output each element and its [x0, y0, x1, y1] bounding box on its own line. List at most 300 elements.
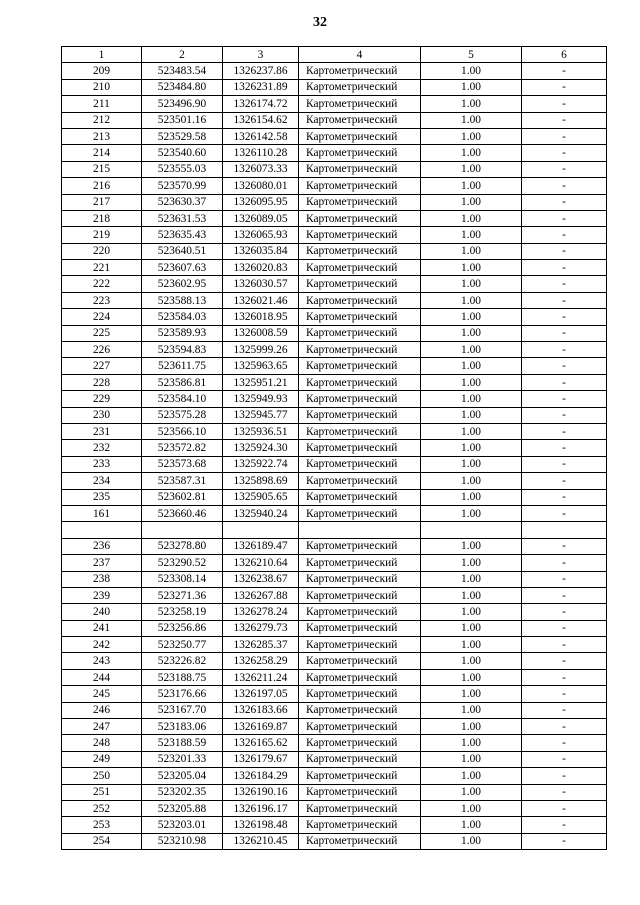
table-cell: - [522, 161, 607, 177]
table-cell: Картометрический [299, 440, 421, 456]
table-cell: Картометрический [299, 702, 421, 718]
table-cell: 523572.82 [142, 440, 223, 456]
table-row [62, 440, 607, 456]
table-cell: - [522, 784, 607, 800]
table-cell: - [522, 587, 607, 603]
table-cell: 1326258.29 [223, 653, 299, 669]
table-cell: 523594.83 [142, 342, 223, 358]
table-cell: 1326179.67 [223, 751, 299, 767]
table-cell: 210 [62, 79, 142, 95]
table-cell: 523570.99 [142, 178, 223, 194]
table-cell: 1325898.69 [223, 473, 299, 489]
table-cell: Картометрический [299, 620, 421, 636]
table-cell: 523501.16 [142, 112, 223, 128]
table-cell: 243 [62, 653, 142, 669]
coordinates-table [61, 46, 607, 850]
table-cell: 1.00 [421, 391, 522, 407]
table-row [62, 112, 607, 128]
table-row [62, 538, 607, 554]
table-cell: - [522, 145, 607, 161]
table-cell: 523167.70 [142, 702, 223, 718]
table-cell: - [522, 243, 607, 259]
table-cell: 1326018.95 [223, 309, 299, 325]
table-cell: 523496.90 [142, 96, 223, 112]
table-row [62, 505, 607, 521]
table-cell: 1325949.93 [223, 391, 299, 407]
table-cell: 229 [62, 391, 142, 407]
table-cell: - [522, 342, 607, 358]
table-cell: 1326065.93 [223, 227, 299, 243]
table-cell: 246 [62, 702, 142, 718]
table-row [62, 686, 607, 702]
table-cell: 1.00 [421, 227, 522, 243]
table-row [62, 833, 607, 849]
column-header: 4 [299, 47, 421, 63]
table-cell: 1.00 [421, 440, 522, 456]
table-cell: 212 [62, 112, 142, 128]
table-cell: 217 [62, 194, 142, 210]
table-row [62, 407, 607, 423]
column-header: 6 [522, 47, 607, 63]
table-row [62, 227, 607, 243]
table-cell: 1325905.65 [223, 489, 299, 505]
table-cell: - [522, 178, 607, 194]
table-cell: 224 [62, 309, 142, 325]
table-cell: 1325922.74 [223, 456, 299, 472]
table-cell: Картометрический [299, 112, 421, 128]
table-cell: 1.00 [421, 800, 522, 816]
table-cell: 214 [62, 145, 142, 161]
table-cell: 1326198.48 [223, 817, 299, 833]
table-cell: Картометрический [299, 751, 421, 767]
table-cell: 242 [62, 637, 142, 653]
table-cell: Картометрический [299, 358, 421, 374]
table-cell: 1326285.37 [223, 637, 299, 653]
table-row [62, 669, 607, 685]
table-cell: 1326184.29 [223, 768, 299, 784]
table-cell: Картометрический [299, 194, 421, 210]
page-number: 32 [313, 15, 327, 30]
table-cell: 1.00 [421, 276, 522, 292]
table-cell: 523290.52 [142, 555, 223, 571]
table-cell: Картометрический [299, 571, 421, 587]
empty-cell [62, 522, 142, 538]
table-cell: 1326095.95 [223, 194, 299, 210]
table-cell: 1.00 [421, 63, 522, 79]
table-cell: - [522, 620, 607, 636]
table-cell: 1326279.73 [223, 620, 299, 636]
table-cell: - [522, 407, 607, 423]
table-cell: 523250.77 [142, 637, 223, 653]
table-cell: - [522, 702, 607, 718]
table-cell: 1.00 [421, 620, 522, 636]
table-cell: 241 [62, 620, 142, 636]
table-cell: Картометрический [299, 800, 421, 816]
table-cell: 523631.53 [142, 210, 223, 226]
table-cell: Картометрический [299, 79, 421, 95]
table-cell: 226 [62, 342, 142, 358]
table-cell: - [522, 456, 607, 472]
table-cell: 1325924.30 [223, 440, 299, 456]
table-cell: 234 [62, 473, 142, 489]
table-cell: Картометрический [299, 178, 421, 194]
table-cell: 253 [62, 817, 142, 833]
table-cell: 1.00 [421, 292, 522, 308]
table-cell: 252 [62, 800, 142, 816]
table-cell: 222 [62, 276, 142, 292]
table-cell: 1.00 [421, 505, 522, 521]
table-cell: Картометрический [299, 374, 421, 390]
table-cell: 523635.43 [142, 227, 223, 243]
table-cell: 1.00 [421, 96, 522, 112]
table-cell: 1326021.46 [223, 292, 299, 308]
table-cell: 1.00 [421, 194, 522, 210]
table-cell: 1326183.66 [223, 702, 299, 718]
table-cell: 1.00 [421, 751, 522, 767]
table-cell: - [522, 391, 607, 407]
table-cell: 1.00 [421, 669, 522, 685]
table-cell: 254 [62, 833, 142, 849]
table-cell: - [522, 571, 607, 587]
table-row [62, 128, 607, 144]
table-cell: 1326238.67 [223, 571, 299, 587]
table-row [62, 161, 607, 177]
table-header-row [62, 47, 607, 63]
table-row [62, 751, 607, 767]
table-cell: 231 [62, 423, 142, 439]
table-cell: Картометрический [299, 227, 421, 243]
table-cell: - [522, 325, 607, 341]
table-row [62, 325, 607, 341]
table-cell: 251 [62, 784, 142, 800]
table-cell: 1.00 [421, 423, 522, 439]
table-cell: 523630.37 [142, 194, 223, 210]
column-header: 2 [142, 47, 223, 63]
table-cell: - [522, 538, 607, 554]
table-cell: - [522, 751, 607, 767]
table-cell: 247 [62, 719, 142, 735]
table-cell: 1.00 [421, 128, 522, 144]
table-row [62, 342, 607, 358]
table-cell: 215 [62, 161, 142, 177]
table-cell: 1.00 [421, 358, 522, 374]
table-cell: 1326237.86 [223, 63, 299, 79]
table-cell: 1.00 [421, 112, 522, 128]
table-cell: Картометрический [299, 260, 421, 276]
table-cell: - [522, 423, 607, 439]
table-cell: - [522, 96, 607, 112]
table-cell: 1.00 [421, 702, 522, 718]
column-header: 5 [421, 47, 522, 63]
table-row [62, 653, 607, 669]
table-cell: 1.00 [421, 571, 522, 587]
table-cell: - [522, 637, 607, 653]
table-cell: - [522, 817, 607, 833]
table-cell: 523308.14 [142, 571, 223, 587]
table-cell: Картометрический [299, 505, 421, 521]
table-row [62, 145, 607, 161]
table-row [62, 96, 607, 112]
table-cell: 248 [62, 735, 142, 751]
table-cell: 223 [62, 292, 142, 308]
table-cell: 1.00 [421, 161, 522, 177]
table-cell: 523484.80 [142, 79, 223, 95]
table-cell: Картометрический [299, 587, 421, 603]
table-cell: 523584.03 [142, 309, 223, 325]
table-cell: 523201.33 [142, 751, 223, 767]
table-cell: Картометрический [299, 538, 421, 554]
table-cell: 244 [62, 669, 142, 685]
table-cell: 1326210.64 [223, 555, 299, 571]
table-cell: - [522, 800, 607, 816]
table-cell: Картометрический [299, 407, 421, 423]
table-cell: 1326174.72 [223, 96, 299, 112]
table-cell: - [522, 653, 607, 669]
table-cell: 1326154.62 [223, 112, 299, 128]
table-cell: - [522, 128, 607, 144]
table-cell: Картометрический [299, 243, 421, 259]
table-cell: 1.00 [421, 178, 522, 194]
table-row [62, 243, 607, 259]
empty-cell [421, 522, 522, 538]
table-row [62, 571, 607, 587]
table-cell: 523607.63 [142, 260, 223, 276]
table-cell: 1326210.45 [223, 833, 299, 849]
table-cell: Картометрический [299, 128, 421, 144]
table-cell: 1.00 [421, 145, 522, 161]
table-cell: - [522, 260, 607, 276]
table-cell: - [522, 210, 607, 226]
table-cell: 249 [62, 751, 142, 767]
table-cell: 250 [62, 768, 142, 784]
table-cell: 523205.88 [142, 800, 223, 816]
table-cell: Картометрический [299, 489, 421, 505]
table-cell: 1.00 [421, 653, 522, 669]
table-cell: 523660.46 [142, 505, 223, 521]
table-cell: 1.00 [421, 555, 522, 571]
table-row [62, 555, 607, 571]
table-cell: 227 [62, 358, 142, 374]
table-cell: 221 [62, 260, 142, 276]
table-cell: 240 [62, 604, 142, 620]
table-cell: - [522, 358, 607, 374]
table-cell: 1.00 [421, 243, 522, 259]
table-row [62, 292, 607, 308]
table-row [62, 800, 607, 816]
table-cell: Картометрический [299, 653, 421, 669]
table-cell: 239 [62, 587, 142, 603]
table-cell: 523258.19 [142, 604, 223, 620]
column-header: 3 [223, 47, 299, 63]
table-cell: Картометрический [299, 473, 421, 489]
table-cell: 1326197.05 [223, 686, 299, 702]
table-cell: - [522, 292, 607, 308]
table-row [62, 768, 607, 784]
table-cell: 523176.66 [142, 686, 223, 702]
table-row [62, 276, 607, 292]
table-cell: Картометрический [299, 309, 421, 325]
table-cell: Картометрический [299, 145, 421, 161]
table-cell: 1326190.16 [223, 784, 299, 800]
table-cell: Картометрический [299, 768, 421, 784]
table-cell: 1.00 [421, 489, 522, 505]
table-cell: - [522, 604, 607, 620]
table-cell: - [522, 555, 607, 571]
table-cell: 1326278.24 [223, 604, 299, 620]
table-cell: Картометрический [299, 456, 421, 472]
table-cell: 1.00 [421, 735, 522, 751]
table-row [62, 178, 607, 194]
table-cell: Картометрический [299, 604, 421, 620]
table-cell: 236 [62, 538, 142, 554]
table-cell: 1.00 [421, 309, 522, 325]
table-cell: 1326189.47 [223, 538, 299, 554]
table-row [62, 735, 607, 751]
table-row [62, 587, 607, 603]
table-cell: 523188.59 [142, 735, 223, 751]
table-cell: 523210.98 [142, 833, 223, 849]
table-cell: - [522, 489, 607, 505]
table-cell: - [522, 768, 607, 784]
empty-cell [299, 522, 421, 538]
table-cell: Картометрический [299, 96, 421, 112]
table-cell: 1326020.83 [223, 260, 299, 276]
table-row [62, 637, 607, 653]
table-cell: 523611.75 [142, 358, 223, 374]
table-cell: 523584.10 [142, 391, 223, 407]
table-cell: 1326169.87 [223, 719, 299, 735]
table-cell: 1326030.57 [223, 276, 299, 292]
table-row [62, 456, 607, 472]
table-cell: 1.00 [421, 374, 522, 390]
table-row [62, 260, 607, 276]
table-cell: 523589.93 [142, 325, 223, 341]
table-cell: - [522, 505, 607, 521]
table-row [62, 63, 607, 79]
table-cell: - [522, 669, 607, 685]
table-row [62, 309, 607, 325]
table-cell: 1.00 [421, 473, 522, 489]
table-row [62, 210, 607, 226]
table-cell: 1326165.62 [223, 735, 299, 751]
table-cell: Картометрический [299, 784, 421, 800]
table-row [62, 374, 607, 390]
table-cell: 225 [62, 325, 142, 341]
empty-cell [142, 522, 223, 538]
table-row [62, 423, 607, 439]
table-cell: 237 [62, 555, 142, 571]
table-cell: 523602.81 [142, 489, 223, 505]
table-cell: 1.00 [421, 325, 522, 341]
table-cell: Картометрический [299, 637, 421, 653]
table-cell: 216 [62, 178, 142, 194]
table-row [62, 620, 607, 636]
table-cell: - [522, 473, 607, 489]
table-cell: 1325951.21 [223, 374, 299, 390]
table-row [62, 604, 607, 620]
table-cell: 1.00 [421, 538, 522, 554]
empty-cell [522, 522, 607, 538]
table-cell: 1325963.65 [223, 358, 299, 374]
table-row [62, 702, 607, 718]
table-row [62, 489, 607, 505]
table-cell: - [522, 63, 607, 79]
table-cell: 232 [62, 440, 142, 456]
table-cell: - [522, 112, 607, 128]
table-cell: 1.00 [421, 784, 522, 800]
table-cell: Картометрический [299, 325, 421, 341]
table-cell: 1.00 [421, 686, 522, 702]
table-cell: 1326142.58 [223, 128, 299, 144]
table-cell: 523575.28 [142, 407, 223, 423]
table-cell: 209 [62, 63, 142, 79]
table-cell: 220 [62, 243, 142, 259]
table-cell: 219 [62, 227, 142, 243]
table-cell: 1.00 [421, 719, 522, 735]
table-cell: 1.00 [421, 79, 522, 95]
table-row [62, 784, 607, 800]
table-cell: 1326110.28 [223, 145, 299, 161]
table-cell: 1.00 [421, 210, 522, 226]
table-cell: - [522, 79, 607, 95]
table-cell: 233 [62, 456, 142, 472]
table-cell: 523573.68 [142, 456, 223, 472]
table-cell: 523188.75 [142, 669, 223, 685]
table-cell: Картометрический [299, 686, 421, 702]
table-cell: Картометрический [299, 817, 421, 833]
table-row [62, 79, 607, 95]
table-cell: - [522, 686, 607, 702]
table-cell: 523226.82 [142, 653, 223, 669]
table-cell: 213 [62, 128, 142, 144]
table-cell: 1.00 [421, 407, 522, 423]
table-cell: 523602.95 [142, 276, 223, 292]
table-cell: 245 [62, 686, 142, 702]
table-cell: 1325940.24 [223, 505, 299, 521]
table-cell: 235 [62, 489, 142, 505]
table-cell: 1.00 [421, 817, 522, 833]
table-cell: Картометрический [299, 292, 421, 308]
table-cell: 523540.60 [142, 145, 223, 161]
table-cell: 523203.01 [142, 817, 223, 833]
table-cell: 218 [62, 210, 142, 226]
table-cell: 1.00 [421, 342, 522, 358]
table-cell: 211 [62, 96, 142, 112]
table-cell: 228 [62, 374, 142, 390]
table-cell: 1.00 [421, 587, 522, 603]
table-cell: 523640.51 [142, 243, 223, 259]
table-cell: 1.00 [421, 260, 522, 276]
table-cell: 523555.03 [142, 161, 223, 177]
table-cell: Картометрический [299, 833, 421, 849]
table-cell: 1.00 [421, 604, 522, 620]
table-body [62, 63, 607, 850]
table-cell: 523529.58 [142, 128, 223, 144]
table-row [62, 473, 607, 489]
table-cell: Картометрический [299, 555, 421, 571]
table-cell: - [522, 194, 607, 210]
table-cell: 1326211.24 [223, 669, 299, 685]
table-row [62, 817, 607, 833]
table-cell: 523566.10 [142, 423, 223, 439]
table-cell: 1326008.59 [223, 325, 299, 341]
table-cell: 1326073.33 [223, 161, 299, 177]
table-cell: 523588.13 [142, 292, 223, 308]
table-cell: 1.00 [421, 833, 522, 849]
table-cell: 523278.80 [142, 538, 223, 554]
table-cell: 523586.81 [142, 374, 223, 390]
table-cell: Картометрический [299, 735, 421, 751]
